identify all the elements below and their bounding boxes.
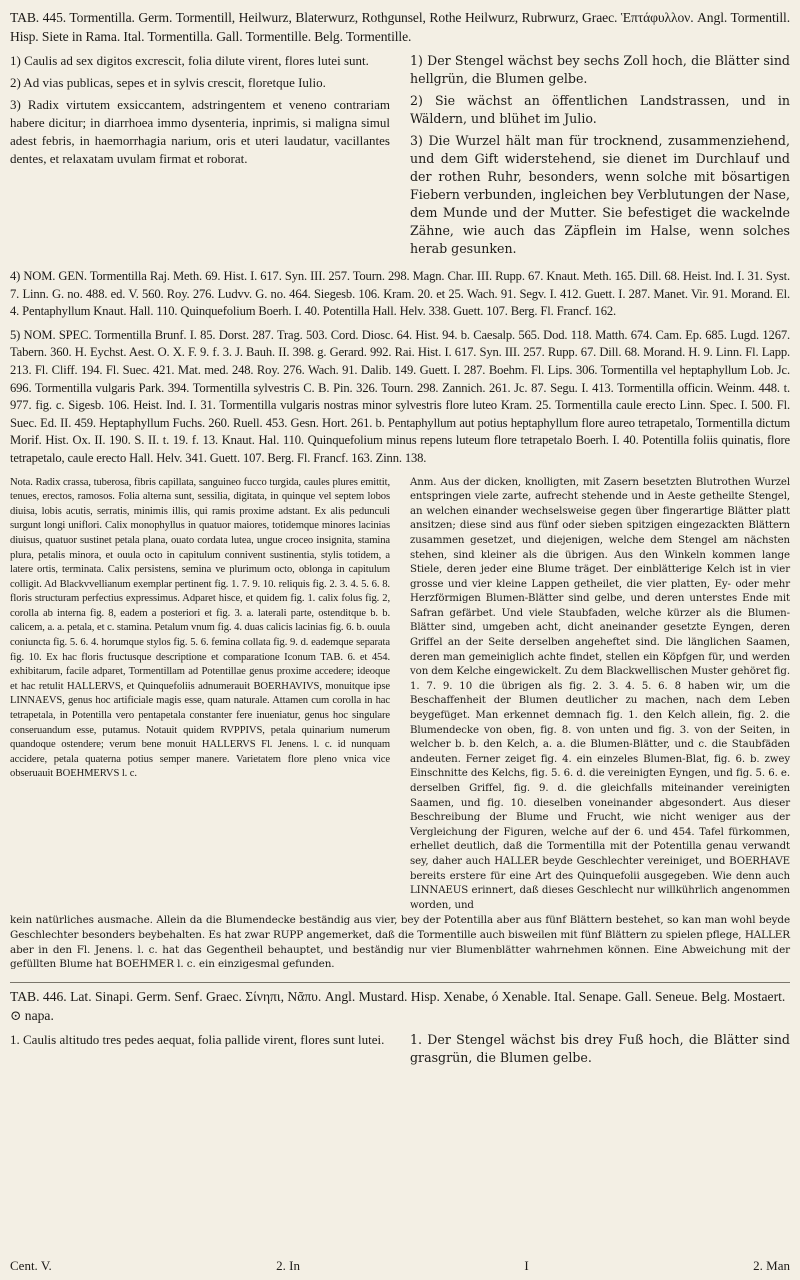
german-item-3: 3) Die Wurzel hält man für trocknend, zusammenziehend, und dem Gift widerstehend, sie dienet im Durchlauf und der rothen Ruhr, besonders, wenn solche mit bösartigen Fiebern verbunden, ingleichen bey Verblutungen der Nase, dem Munde und der Mutter. Sie befestiget die wackelnde Zähne, wie auch das Zäpflein im Halse, wenn solches herab gesunken. [410, 133, 790, 256]
footer-catchword: 2. Man [753, 1258, 790, 1273]
footer-signature: Cent. V. [10, 1258, 52, 1273]
nota-german-continuation: kein natürliches ausmache. Allein da die Blumendecke beständig aus vier, bey der Potentilla aber aus fünf Blättern bestehet, so kan man wohl beyde Geschlechter besonders beybehalten. Es hat zwar RUPP angemerket, daß die Tormentille auch bisweilen mit fünf Blättern zu spielen pflege, HALLER aber in den Fl. Jenens. l. c. hat das Gegentheil behauptet, und beständig nur vier Blumenblätter wahrnehmen können. Eine Abweichung mit der gefüllten Blume hat BOEHMER l. c. ein einzigesmal gefunden. [10, 914, 790, 971]
nom-spec-paragraph: 5) NOM. SPEC. Tormentilla Brunf. I. 85. Dorst. 287. Trag. 503. Cord. Diosc. 64. Hist. 94. b. Caesalp. 565. Dod. 118. Matth. 674. Cam. Ep. 685. Lugd. 1267. Tabern. 360. H. Eychst. Aest. O. X. F. 9. f. 3. J. Bauh. II. 398. g. Gerard. 992. Rai. Hist. I. 617. Syn. III. 257. Rupp. 67. Dill. 68. Morand. H. 9. Linn. Fl. Lapp. 213. Fl. Cliff. 194. Fl. Suec. 421. Mat. med. 248. Roy. 276. Wach. 91. Dalib. 149. Guett. I. 287. Boehm. Fl. Lips. 306. Tormentilla vel heptaphyllum Lob. Jc. 696. Tormentilla vulgaris Park. 394. Tormentilla sylvestris C. B. Pin. 326. Tourn. 298. Zannich. 261. Jc. 87. Segu. I. 413. Tormentilla officin. Weinm. 448. t. 977. fig. c. Sigesb. 106. Heist. Ind. I. 31. Tormentilla vulgaris nostras minor sylvestris flore luteo Kram. 25. Tormentilla caule erecto Linn. Spec. I. 500. Fl. Suec. Ed. II. 459. Heptaphyllum Fuchs. 260. Ruell. 453. Gesn. Hort. 261. b. Pentaphyllum aut potius heptaphyllum flore aureo tetrapetalo, Tormentilla dictum Morif. Hist. Ox. II. 190. S. II. t. 19. f. 13. Knaut. Hal. 110. Quinquefolium minus repens luteum flore tetrapetalo Boerh. I. 40. Potentilla foliis quinatis, flore tetrapetalo, caule erecto Hall. Helv. 341. Guett. 107. Berg. Fl. Francf. 163. Zinn. 138. [10, 327, 790, 465]
tab445-items [10, 52, 790, 262]
tab446-napa: ⊙ napa. [10, 1007, 54, 1023]
page-footer [10, 1258, 790, 1274]
latin-item-2: 2) Ad vias publicas, sepes et in sylvis crescit, floretque Iulio. [10, 75, 326, 90]
nota-german: Anm. Aus der dicken, knolligten, mit Zasern besetzten Blutrothen Wurzel entspringen viele zarte, aufrecht stehende und in Aeste getheilte Stengel, an welchen einander wechselsweise gegen über fingerartige Blätter platt ansitzen; diese sind aus fünf oder sieben spitzigen eingezackten Blättern zusammen gesetzet, und diejenigen, welche dem Stengel am nächsten stehen, sind kleiner als die übrigen. Aus den Winkeln kommen lange Stiele, deren jeder eine Blume träget. Der einblätterige Kelch ist in vier grosse und vier kleine Lappen getheilet, die vier platten, Ey- oder mehr Herzförmigen Blumen-Blätter sind gelbe, und deren unterstes Ende mit Safran gefärbet. Und viele Staubfaden, welche kürzer als die Blumen-Blätter sind, umgeben acht, dicht aneinander gesetzte Eyngen, deren Griffel an der Seite derselben angeheftet sind. Die länglichen Saamen, deren man gemeiniglich achte findet, stellen ein Köpfgen für, und werden von dem Kelche eingewickelt. Zu dem Blackwellischen Muster gehöret fig. 1. 7. 9. 10 die übrigen als fig. 2. 3. 4. 5. 6. 8 haben wir, um die Beschaffenheit der Blumen deutlicher zu machen, nach dem Leben beygefüget. Man erkennet demnach fig. 1. den Kelch allein, fig. 2. die Blumendecke von oben, fig. 8. von unten und fig. 3. von der Seiten, in welcher b. b. den Kelch, a. a. die Blumen-Blätter, und c. die Staubfäden andeuten. Ferner zeiget fig. 4. ein einzeles Blumen-Blat, fig. 6. b. zwey Einschnitte des Kelchs, fig. 5. 6. d. die vereinigten Eyngen, und fig. 5. 6. e. derselben Griffel, fig. 9. d. die gleichfalls miteinander vereinigten Saamen, und fig. 10. dieselben voneinander abgesondert. Aus dieser Beschreibung der Blume und Frucht, wie nicht weniger aus der Vergleichung der Figuren, welche auf der 6. und 454. Tafel fürkommen, erhellet deutlich, daß die Tormentilla mit der Potentilla genau verwandt sey, daher auch HALLER beyde Geschlechter vereiniget, und BOERHAVE bereits erstere für eine Art des Quinquefolii ausgegeben. Wie denn auch LINNAEUS erinnert, daß dieses Geschlecht nur willkührlich angenommen worden, und [410, 476, 790, 911]
section-divider [10, 982, 790, 983]
tab446-latin-item: 1. Caulis altitudo tres pedes aequat, folia pallide virent, flores sunt lutei. [10, 1031, 385, 1047]
nota-latin: Nota. Radix crassa, tuberosa, fibris capillata, sanguineo fucco turgida, caules plures emittit, tenues, erectos, ramosos. Folia alterna sunt, sessilia, digitata, in quinque vel septem lobos diuisa, lobis acutis, serratis, minimis illis, qui ramis proxime adstant. Ex alis pedunculi surgunt longi uniflori. Calix monophyllus in quatuor maiores, totidemque minores lacinias diuisus, quatuor sustinet petala plana, ouato cordata lutea, ungue croceo insignita, stamina plura, petalis minora, et ouula octo in capitulum connivent sustinentia, stylis totidem, a latere ortis, terminata. Calix persistens, semina ve plurimum octo, oblonga in capitulum colligit. Ad Blackvvellianum exemplar pertinent fig. 1. 7. 9. 10. reliquis fig. 2. 3. 4. 5. 6. 8. floris structuram perfectius expressimus. Adparet hisce, et quidem fig. 1. calix folus fig. 2, corolla ab interna fig. 8, eadem a posteriori et fig. 3. a. laterali parte, ostenditque b. b. calicem, a. a. petala, et c. stamina. Petalum vnum fig. 4. duas calicis lacinias fig. 6. b. ouula coniuncta fig. 5. 6. 4. horumque stylos fig. 5. 6. femina collata fig. 9. d. eademque separata fig. 10. Ex hac floris fructusque descriptione et comparatione Iconum TAB. 6. et 454. exhibitarum, facile adparet, Tormentillam ad Potentillae genus proxime accedere; ideoque et hac retulit HALLERVS, et Quinquefoliis adnumerauit BOERHAVIVS, monuitque ipse LINNAEVS, genus hoc artificiale magis esse, quam naturale. Attamen cum corolla in hac tetrapetala, in Potentilla vero pentapetala constanter fere inueniatur, genus hoc singulare conseruandum esse, putamus. Notauit quidem RVPPIVS, petala quinarium numerum quandoque ostendere; verum bene monuit HALLERVS Fl. Jenens. l. c. id nunquam accidere, petala quaterna potius semper manere. Varietatem flore pleno vnica vice obseruauit BOEHMERVS l. c. [10, 476, 390, 780]
latin-item-3: 3) Radix virtutem exsiccantem, adstringentem et veneno contrariam habere dicitur; in diarrhoea immo dysenteria, inprimis, si maligna simul adest febris, in haemorrhagia narium, oris et uteri laudatur, vacillantes dentes, et relaxatam uvulam firmat et roborat. [10, 97, 390, 166]
tab446-header: TAB. 446. Lat. Sinapi. Germ. Senf. Graec. Σίνηπι, Νᾶπυ. Angl. Mustard. Hisp. Xenabe, ó Xenable. Ital. Senape. Gall. Seneue. Belg. Mostaert. [10, 988, 786, 1004]
document-page [10, 8, 790, 1272]
german-item-1: 1) Der Stengel wächst bey sechs Zoll hoch, die Blätter sind hellgrün, die Blumen gelbe. [410, 53, 790, 86]
footer-number: I [524, 1258, 529, 1273]
nom-gen-paragraph: 4) NOM. GEN. Tormentilla Raj. Meth. 69. Hist. I. 617. Syn. III. 257. Tourn. 298. Magn. Char. III. Rupp. 67. Knaut. Meth. 165. Dill. 68. Heist. Ind. I. 31. Syst. 7. Linn. G. no. 488. ed. V. 560. Roy. 276. Ludvv. G. no. 464. Siegesb. 106. Kram. 20. et 25. Wach. 91. Segv. I. 412. Guett. I. 287. Manet. Vir. 91. Morand. El. 4. Pentaphyllum Knaut. Hall. 110. Quinquefolium Boerh. I. 40. Potentilla Hall. Helv. 338. Guett. 107. Berg. Fl. Francf. 162. [10, 269, 790, 319]
german-item-2: 2) Sie wächst an öffentlichen Landstrassen, und in Wäldern, und blühet im Julio. [410, 93, 790, 126]
german-column [410, 52, 790, 262]
tab446-items [10, 1031, 790, 1067]
latin-column [10, 52, 390, 262]
nota-columns [10, 476, 790, 914]
footer-mid: 2. In [276, 1258, 301, 1273]
tab445-header: TAB. 445. Tormentilla. Germ. Tormentill, Heilwurz, Blaterwurz, Rothgunsel, Rothe Heilwurz, Rubrwurz, Graec. Ἑπτάφυλλον. Angl. Tormentill. Hisp. Siete in Rama. Ital. Tormentilla. Gall. Tormentille. Belg. Tormentille. [10, 10, 790, 44]
latin-item-1: 1) Caulis ad sex digitos excrescit, folia dilute virent, flores lutei sunt. [10, 53, 369, 68]
tab446-german-item: 1. Der Stengel wächst bis drey Fuß hoch, die Blätter sind grasgrün, die Blumen gelbe. [410, 1031, 790, 1065]
